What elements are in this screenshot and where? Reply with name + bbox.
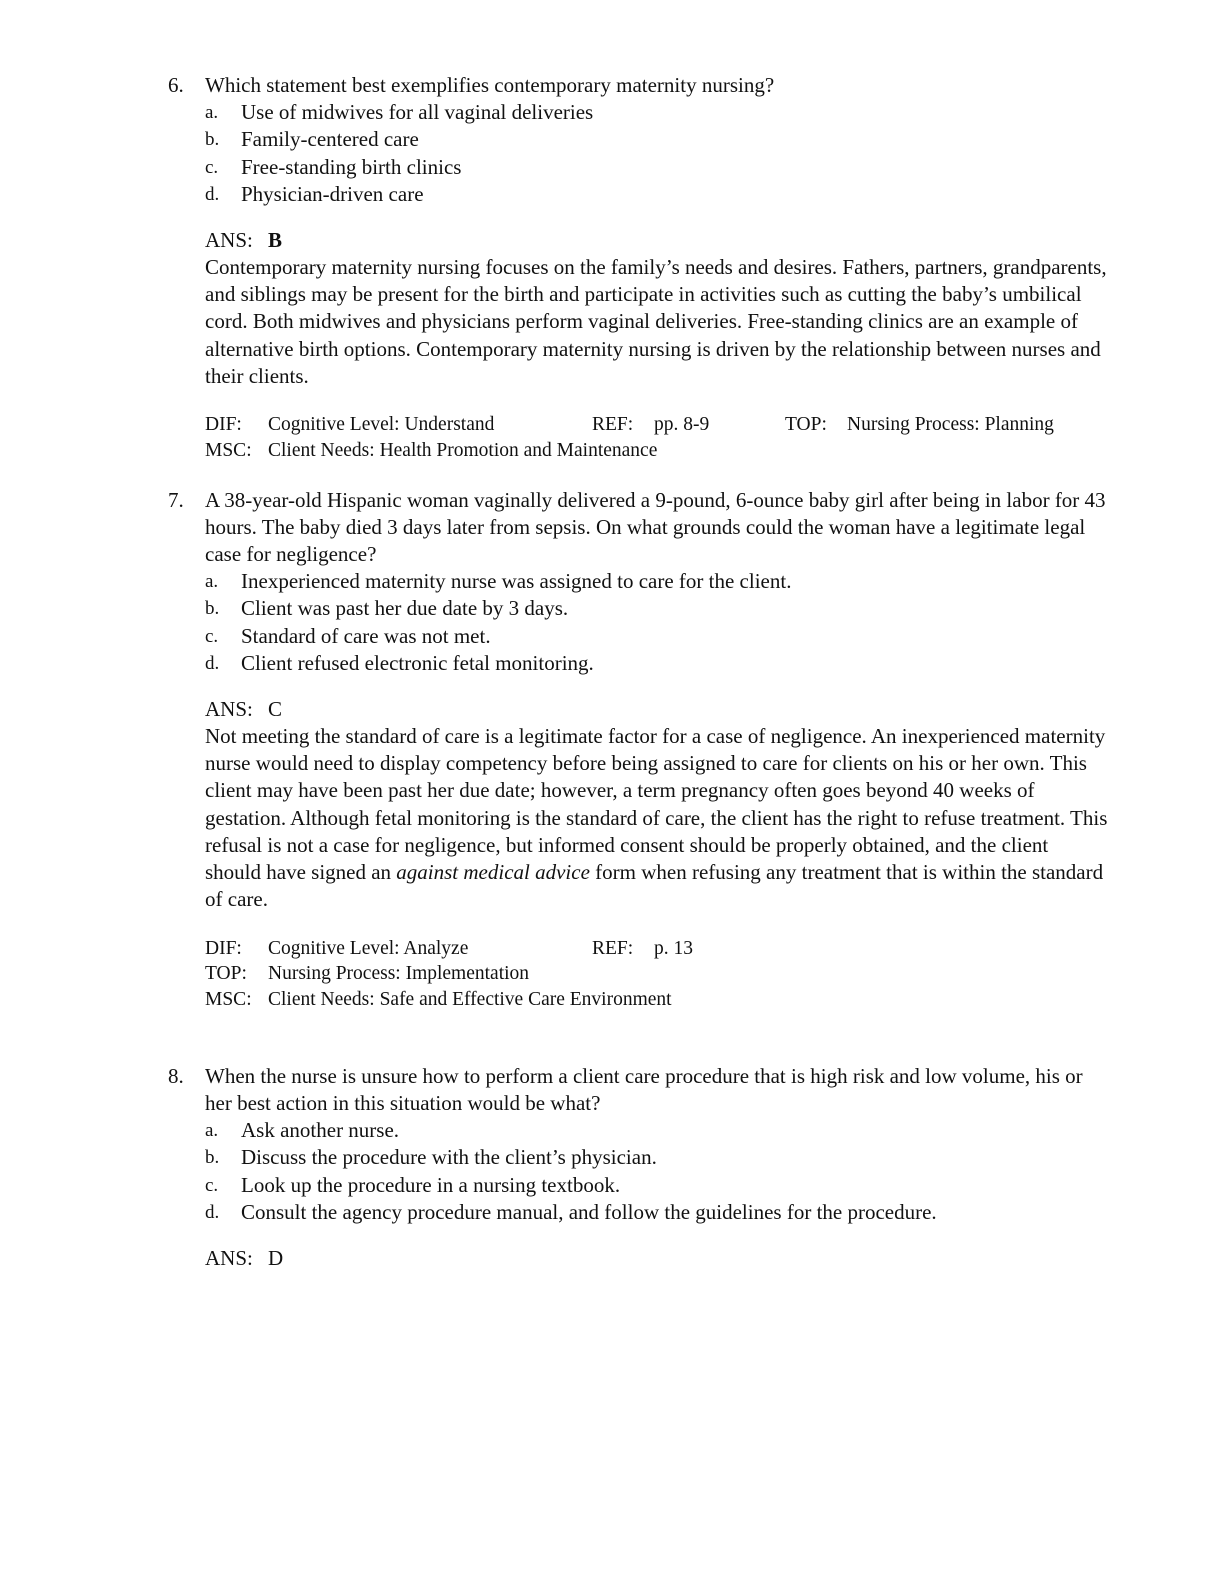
option-b: [205, 595, 1108, 622]
top-value: Nursing Process: Implementation: [268, 963, 530, 985]
question-stem: [168, 487, 1108, 568]
option-c: [205, 1172, 1108, 1199]
metadata-row: [205, 438, 1108, 464]
ref-label: REF:: [592, 414, 634, 436]
top-label: TOP:: [205, 963, 247, 985]
option-a: [205, 1117, 1108, 1144]
option-text: Client was past her due date by 3 days.: [241, 596, 569, 621]
option-letter: c.: [205, 156, 219, 178]
option-letter: c.: [205, 625, 219, 647]
question-metadata: [205, 936, 1108, 1013]
rationale-text: form when refusing any treatment that is within the standard of care.: [205, 860, 1104, 912]
ref-label: REF:: [592, 937, 634, 959]
question-metadata: [205, 412, 1108, 463]
option-a: [205, 99, 1108, 126]
top-label: TOP:: [785, 414, 827, 436]
metadata-row: [205, 987, 1108, 1013]
option-b: [205, 126, 1108, 153]
msc-value: Client Needs: Safe and Effective Care Environment: [268, 988, 672, 1010]
answer-block: [205, 1245, 1108, 1272]
option-c: [205, 154, 1108, 181]
answer-line: [205, 227, 1108, 254]
option-text: Use of midwives for all vaginal deliveries: [241, 100, 594, 124]
option-letter: d.: [205, 653, 220, 675]
top-value: Nursing Process: Planning: [847, 414, 1054, 436]
option-letter: c.: [205, 1174, 219, 1196]
question-8: [168, 1063, 1108, 1272]
answer-key: C: [268, 696, 283, 721]
question-text: When the nurse is unsure how to perform a client care procedure that is high risk and low volume, his or her best action in this situation would be what?: [205, 1064, 1083, 1115]
question-7: [168, 487, 1108, 1012]
ref-value: pp. 8-9: [654, 414, 710, 436]
option-text: Discuss the procedure with the client’s physician.: [241, 1145, 657, 1170]
answer-line: [205, 1245, 1108, 1272]
option-text: Free-standing birth clinics: [241, 154, 462, 179]
question-text: Which statement best exemplifies contemporary maternity nursing?: [205, 73, 775, 97]
metadata-row: [205, 961, 1108, 987]
option-text: Look up the procedure in a nursing textbook.: [241, 1172, 621, 1197]
answer-options: [168, 99, 1108, 209]
option-letter: b.: [205, 598, 220, 620]
answer-block: [205, 227, 1108, 463]
option-letter: b.: [205, 129, 220, 151]
option-b: [205, 1144, 1108, 1171]
option-c: [205, 623, 1108, 650]
ref-value: p. 13: [654, 937, 693, 959]
option-text: Client refused electronic fetal monitoring.: [241, 651, 594, 676]
question-number: 6.: [168, 73, 184, 97]
rationale-emphasis: against medical advice: [396, 860, 590, 885]
option-letter: d.: [205, 184, 220, 206]
answer-key: B: [268, 227, 283, 252]
dif-value: Cognitive Level: Understand: [268, 414, 495, 436]
option-letter: a.: [205, 571, 219, 592]
question-text: A 38-year-old Hispanic woman vaginally delivered a 9-pound, 6-ounce baby girl after being in labor for 43 hours. The baby died 3 days later from sepsis. On what grounds could the woman have a legitimate legal case for negligence?: [205, 488, 1106, 566]
dif-value: Cognitive Level: Analyze: [268, 937, 469, 959]
metadata-row: [205, 936, 1108, 962]
answer-block: [205, 696, 1108, 1013]
option-letter: d.: [205, 1202, 220, 1224]
option-text: Standard of care was not met.: [241, 623, 491, 648]
answer-options: [168, 1117, 1108, 1227]
answer-options: [168, 568, 1108, 678]
option-text: Physician-driven care: [241, 182, 424, 207]
question-number: 8.: [168, 1064, 184, 1088]
rationale: [205, 723, 1108, 914]
dif-label: DIF:: [205, 937, 242, 959]
answer-label: ANS:: [205, 696, 253, 721]
option-text: Consult the agency procedure manual, and follow the guidelines for the procedure.: [241, 1200, 937, 1225]
msc-label: MSC:: [205, 988, 252, 1010]
metadata-row: [205, 412, 1108, 438]
answer-key: D: [268, 1245, 284, 1270]
option-letter: a.: [205, 1120, 219, 1141]
question-stem: [168, 72, 1108, 99]
option-letter: b.: [205, 1147, 220, 1169]
question-number: 7.: [168, 488, 184, 512]
rationale: Contemporary maternity nursing focuses on the family’s needs and desires. Fathers, partners, grandparents, and siblings may be present for the birth and participate in activities such as cutting the baby’s umbilical cord. Both midwives and physicians perform vaginal deliveries. Free-standing clinics are an example of alternative birth options. Contemporary maternity nursing is driven by the relationship between nurses and their clients.: [205, 254, 1107, 388]
question-stem: [168, 1063, 1108, 1117]
option-d: [205, 181, 1108, 208]
msc-value: Client Needs: Health Promotion and Maintenance: [268, 439, 658, 461]
answer-line: [205, 696, 1108, 723]
option-text: Ask another nurse.: [241, 1118, 400, 1142]
answer-label: ANS:: [205, 227, 253, 252]
option-text: Family-centered care: [241, 127, 419, 152]
msc-label: MSC:: [205, 439, 252, 461]
option-letter: a.: [205, 102, 219, 123]
option-d: [205, 1199, 1108, 1226]
dif-label: DIF:: [205, 414, 242, 436]
question-6: [168, 72, 1108, 463]
answer-label: ANS:: [205, 1245, 253, 1270]
option-a: [205, 568, 1108, 595]
rationale-text: Not meeting the standard of care is a legitimate factor for a case of negligence. An inexperienced maternity nurse would need to display competency before being assigned to care for clients on his or her own. This client may have been past her due date; however, a term pregnancy often goes beyond 40 weeks of gestation. Although fetal monitoring is the standard of care, the client has the right to refuse treatment. This refusal is not a case for negligence, but informed consent should be properly obtained, and the client should have signed an: [205, 723, 1108, 885]
option-text: Inexperienced maternity nurse was assigned to care for the client.: [241, 569, 792, 593]
option-d: [205, 650, 1108, 677]
